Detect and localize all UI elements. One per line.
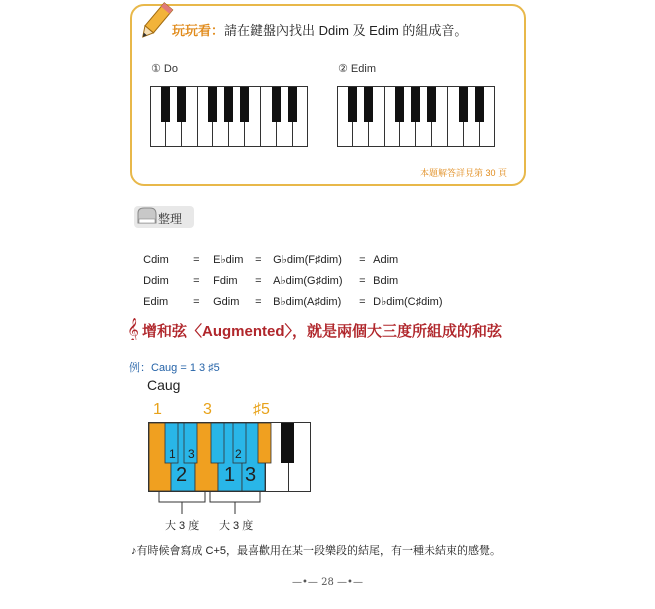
- eq-cell: Bdim: [373, 275, 399, 287]
- eq-cell: Adim: [373, 254, 399, 266]
- eq-cell: Fdim: [213, 275, 238, 287]
- practice-title: [172, 20, 467, 39]
- keyboard-2-label: ② Edim: [338, 63, 376, 75]
- eq-cell: A♭dim(G♯dim): [273, 275, 343, 287]
- piano-icon: [136, 205, 158, 227]
- degree-1: 1: [153, 401, 162, 418]
- finger-large-2: 2: [176, 464, 188, 486]
- answer-note: 本題解答詳見第 30 頁: [420, 168, 508, 178]
- eq-cell: G♭dim(F♯dim): [273, 254, 342, 266]
- eq-cell: Gdim: [213, 296, 240, 308]
- treble-clef-icon: [127, 318, 141, 340]
- page-number-text: 28: [321, 577, 334, 588]
- eq-cell: Ddim: [143, 275, 169, 287]
- eq-cell: =: [359, 275, 366, 287]
- eq-cell: Edim: [143, 296, 169, 308]
- eq-cell: =: [359, 254, 366, 266]
- eq-cell: D♭dim(C♯dim): [373, 296, 443, 308]
- section-heading: 增和弦〈Augmented〉，就是兩個大三度所組成的和弦: [142, 323, 503, 340]
- footnote: ♪有時候會寫成 C+5，最喜歡用在某一段樂段的結尾，有一種未結束的感覺。: [131, 545, 502, 557]
- page-ornament-left: —•—: [292, 577, 318, 588]
- keyboard-1-label: ① Do: [151, 63, 178, 75]
- finger-small-1: 1: [169, 447, 176, 461]
- example-formula: 例：Caug = 1 3 ♯5: [129, 362, 220, 374]
- finger-small-3: 3: [188, 447, 195, 461]
- interval-label-2: 大 3 度: [219, 520, 254, 532]
- eq-cell: =: [193, 275, 200, 287]
- page-number: [0, 577, 655, 588]
- eq-cell: E♭dim: [213, 254, 244, 266]
- eq-cell: Cdim: [143, 254, 169, 266]
- eq-cell: =: [193, 254, 200, 266]
- page-ornament-right: —•—: [337, 577, 363, 588]
- eq-cell: =: [255, 254, 262, 266]
- degree-3: 3: [203, 401, 212, 418]
- eq-cell: =: [255, 296, 262, 308]
- interval-label-1: 大 3 度: [165, 520, 200, 532]
- svg-text:𝄞: 𝄞: [127, 318, 139, 340]
- chord-name: Caug: [147, 377, 181, 393]
- keyboard-1: [150, 86, 308, 148]
- eq-cell: =: [255, 275, 262, 287]
- eq-cell: =: [193, 296, 200, 308]
- practice-instruction: 請在鍵盤內找出 Ddim 及 Edim 的組成音。: [224, 23, 468, 38]
- pencil-icon: [136, 0, 176, 44]
- finger-small-2: 2: [235, 447, 242, 461]
- eq-cell: B♭dim(A♯dim): [273, 296, 342, 308]
- finger-large-1: 1: [224, 464, 236, 486]
- finger-large-3: 3: [245, 464, 257, 486]
- practice-label: 玩玩看：: [172, 23, 225, 38]
- eq-cell: =: [359, 296, 366, 308]
- eq-row-3: [137, 283, 442, 308]
- summary-label: 整理: [158, 212, 183, 226]
- keyboard-2: [337, 86, 495, 148]
- degree-5: ♯5: [253, 401, 270, 418]
